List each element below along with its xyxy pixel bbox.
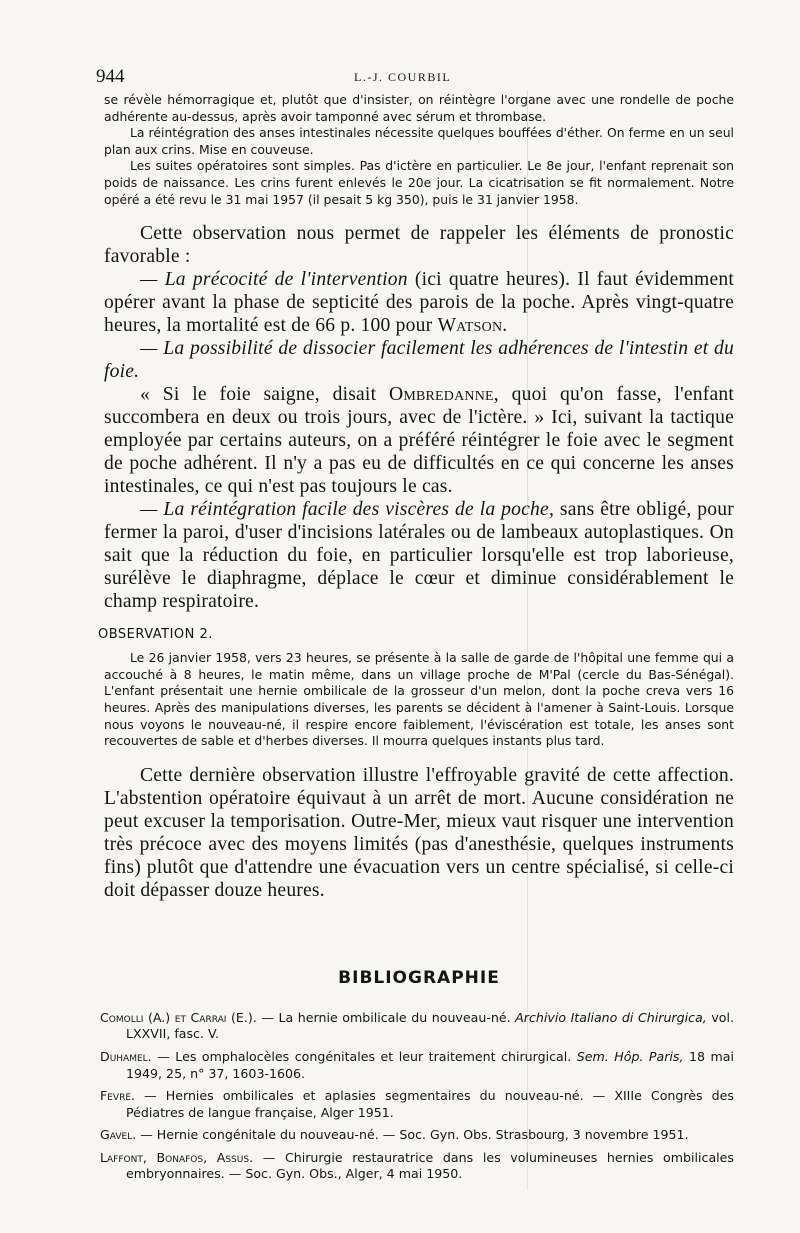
precocite-lead: — La précocité de l'intervention — [140, 269, 408, 291]
ref-journal: Archivio Italiano di Chirurgica, — [515, 1009, 707, 1025]
bibliography-list — [100, 1009, 735, 1183]
ref-journal: Sem. Hôp. Paris, — [576, 1048, 684, 1064]
ref-text: — La hernie ombilicale du nouveau-né. — [256, 1009, 516, 1025]
intro-paragraph-2: La réintégration des anses intestinales nécessite quelques bouffées d'éther. On ferme en un seul plan aux crins. Mise en couveuse. — [104, 125, 734, 157]
page-header — [96, 58, 734, 92]
running-title: L.-J. COURBIL — [354, 70, 452, 84]
page-number: 944 — [96, 66, 125, 87]
body-paragraph-ombredanne — [104, 383, 734, 498]
reintegration-lead: — La réintégration facile des viscères de la poche, — [140, 499, 555, 521]
quote-rest: , quoi qu'on fasse, l'enfant succombera en deux ou trois jours, avec de l'ictère. » Ici, suivant la tactique employée par certains auteurs, on a préféré réintégrer le foie avec le segment de poche adhérent. Il n'y a pas eu de difficultés en ce qui concerne les anses intestinales, ce qui n'est pas toujours le cas. — [104, 384, 734, 498]
ref-authors: Comolli (A.) et Carrai (E.). — [100, 1009, 257, 1025]
bibliography-entry — [100, 1088, 734, 1121]
body-paragraph-precocite — [104, 268, 734, 337]
reintegration-text: sans être obligé, pour fermer la paroi, d'user d'incisions latérales ou de lambeaux autoplastiques. On sait que la réduction du foie, en particulier lorsqu'elle est trop laborieuse, surélève le diaphragme, déplace le cœur et diminue considérablement le champ respiratoire. — [104, 499, 735, 613]
observation-2-title: OBSERVATION 2. — [98, 627, 213, 643]
ref-text: — Chirurgie restauratrice dans les volumineuses hernies ombilicales embryonnaires. — Soc. Gyn. Obs., Alger, 4 mai 1950. — [126, 1149, 734, 1182]
intro-paragraph-3: Les suites opératoires sont simples. Pas d'ictère en particulier. Le 8e jour, l'enfant reprenait son poids de naissance. Les crins furent enlevés le 20e jour. La cicatrisation se fit normalement. Notre opéré a été revu le 31 mai 1957 (il pesait 5 kg 350), puis le 31 janvier 1958. — [104, 158, 734, 207]
author-watson: Watson — [437, 315, 503, 337]
author-ombredanne: Ombredanne — [388, 384, 494, 406]
bibliography-entry — [100, 1010, 734, 1043]
body-paragraph-reintegration — [104, 498, 734, 613]
ref-authors: Gavel. — [100, 1127, 137, 1143]
bibliography-entry — [100, 1127, 734, 1144]
body-paragraph-pronostic: Cette observation nous permet de rappeler les éléments de pronostic favorable : — [104, 223, 734, 268]
intro-paragraph-1: se révèle hémorragique et, plutôt que d'insister, on réintègre l'organe avec une rondelle de poche adhérente au-dessus, après avoir tamponné avec sérum et thrombase. — [104, 92, 734, 124]
ref-tail: 18 mai 1949, 25, n° 37, 1603-1606. — [126, 1048, 735, 1081]
ref-text: — Hernie congénitale du nouveau-né. — Soc. Gyn. Obs. Strasbourg, 3 novembre 1951. — [136, 1127, 689, 1143]
precocite-text: (ici quatre heures). Il faut évidemment opérer avant la phase de septicité des parois de la poche. Après vingt-quatre heures, la mortalité est de 66 p. 100 pour — [104, 269, 734, 337]
precocite-end: . — [502, 315, 508, 337]
quote-start: « Si le foie saigne, disait — [140, 384, 389, 406]
ref-authors: Laffont, Bonafos, Assus. — [100, 1149, 254, 1165]
body-paragraph-possibilite: — La possibilité de dissocier facilement les adhérences de l'intestin et du foie. — [104, 338, 734, 383]
bibliography-entry — [100, 1150, 734, 1183]
ref-text: — Hernies ombilicales et aplasies segmentaires du nouveau-né. — XIIIe Congrès des Pédiatres de langue française, Alger 1951. — [126, 1088, 734, 1120]
ref-text: — Les omphalocèles congénitales et leur traitement chirurgical. — [151, 1048, 577, 1064]
bibliography-title: BIBLIOGRAPHIE — [338, 967, 500, 988]
observation-2-text: Le 26 janvier 1958, vers 23 heures, se présente à la salle de garde de l'hôpital une femme qui a accouché à 8 heures, le matin même, dans un village proche de M'Pal (cercle du Bas-Sénégal). L'enfant présentait une hernie ombilicale de la grosseur d'un melon, dont la poche creva vers 16 heures. Après des manipulations diverses, les parents se décident à l'amener à Saint-Louis. Lorsque nous voyons le nouveau-né, il respire encore faiblement, l'éviscération est totale, les anses sont recouvertes de sable et d'herbes diverses. Il mourra quelques instants plus tard. — [104, 650, 734, 749]
conclusion-paragraph: Cette dernière observation illustre l'effroyable gravité de cette affection. L'abstention opératoire équivaut à un arrêt de mort. Aucune considération ne peut excuser la temporisation. Outre-Mer, mieux vaut risquer une intervention très précoce avec des moyens limités (pas d'anesthésie, quelques instruments fins) plutôt que d'attendre une évacuation vers un centre spécialisé, si celle-ci doit dépasser douze heures. — [104, 764, 734, 901]
ref-tail: vol. LXXVII, fasc. V. — [126, 1009, 734, 1042]
bibliography-entry — [100, 1049, 734, 1082]
page — [96, 58, 735, 1189]
ref-authors: Fevre. — [100, 1088, 136, 1104]
ref-authors: Duhamel. — [100, 1048, 152, 1064]
